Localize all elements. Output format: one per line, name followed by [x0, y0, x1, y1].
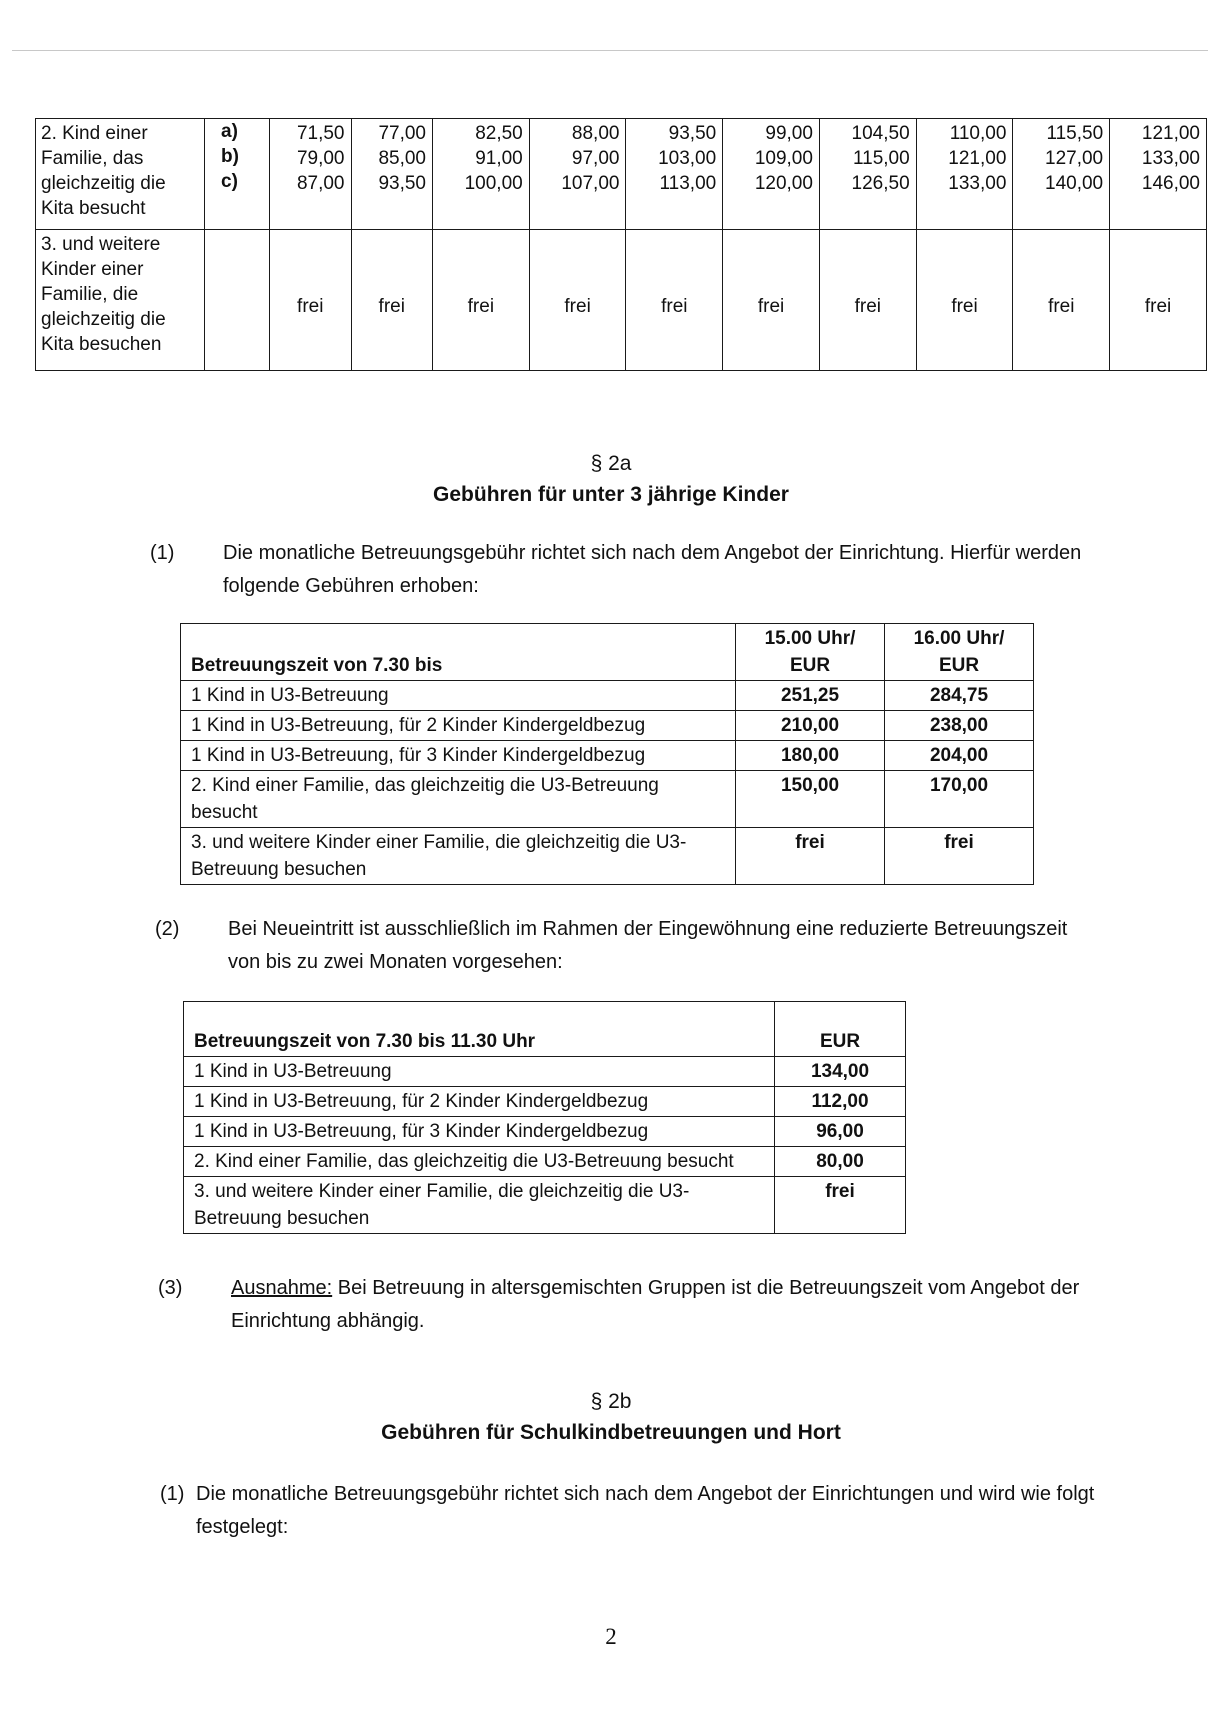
- fee-cell: 150,00: [736, 771, 885, 828]
- page-top-rule: [12, 50, 1208, 51]
- fee-cell: frei: [775, 1177, 906, 1234]
- row-label: 3. und weitere Kinder einer Familie, die gleichzeitig die Kita besuchen: [36, 230, 205, 371]
- table-row: [184, 1087, 906, 1117]
- section-2a-item-1: [150, 537, 1095, 607]
- table-row: [181, 711, 1034, 741]
- section-2a-item-3: [158, 1272, 1103, 1342]
- table-row: [181, 828, 1034, 885]
- fee-cell: 115,50 127,00 140,00: [1013, 119, 1110, 230]
- table-row: [181, 771, 1034, 828]
- fee-cell: 210,00: [736, 711, 885, 741]
- section-2a-item-2: [155, 913, 1095, 983]
- row-label: 1 Kind in U3-Betreuung, für 3 Kinder Kindergeldbezug: [184, 1117, 775, 1147]
- column-header: EUR: [775, 1002, 906, 1057]
- fee-cell: 121,00 133,00 146,00: [1110, 119, 1207, 230]
- row-label: 2. Kind einer Familie, das gleichzeitig die U3-Betreuung besucht: [184, 1147, 775, 1177]
- fee-cell: frei: [529, 230, 626, 371]
- item-text: Die monatliche Betreuungsgebühr richtet sich nach dem Angebot der Einrichtungen und wird wie folgt festgelegt:: [196, 1483, 1095, 1538]
- table-row: [36, 230, 1207, 371]
- table-row: [184, 1177, 906, 1234]
- item-number: (2): [155, 918, 180, 940]
- section-title: Gebühren für unter 3 jährige Kinder: [433, 483, 789, 506]
- item-number: (1): [160, 1483, 185, 1505]
- item-text: Bei Neueintritt ist ausschließlich im Rahmen der Eingewöhnung eine reduzierte Betreuungszeit von bis zu zwei Monaten vorgesehen:: [228, 918, 1068, 973]
- fee-cell: 284,75: [885, 681, 1034, 711]
- u3-settling-in-fee-table: [183, 1001, 906, 1234]
- table-header-row: [184, 1002, 906, 1057]
- fee-cell: frei: [916, 230, 1013, 371]
- header-label: Betreuungszeit von 7.30 bis: [181, 624, 736, 681]
- fee-cell: 204,00: [885, 741, 1034, 771]
- row-label: 3. und weitere Kinder einer Familie, die gleichzeitig die U3-Betreuung besuchen: [181, 828, 736, 885]
- fee-cell: frei: [1110, 230, 1207, 371]
- row-label: 1 Kind in U3-Betreuung: [184, 1057, 775, 1087]
- fee-cell: frei: [270, 230, 352, 371]
- fee-cell: 134,00: [775, 1057, 906, 1087]
- row-keys-empty: [205, 230, 270, 371]
- section-2b-heading: [0, 1386, 1222, 1448]
- item-number: (1): [150, 542, 175, 564]
- fee-cell: 71,50 79,00 87,00: [270, 119, 352, 230]
- fee-cell: frei: [626, 230, 723, 371]
- fee-cell: frei: [1013, 230, 1110, 371]
- exception-text: Bei Betreuung in altersgemischten Gruppen ist die Betreuungszeit vom Angebot der Einrichtung abhängig.: [231, 1277, 1080, 1332]
- row-keys: a) b) c): [205, 119, 270, 230]
- kita-fee-table-continued: [35, 118, 1207, 371]
- fee-cell: 238,00: [885, 711, 1034, 741]
- section-title: Gebühren für Schulkindbetreuungen und Hort: [381, 1421, 841, 1444]
- fee-cell: 170,00: [885, 771, 1034, 828]
- paragraph-number: § 2b: [590, 1390, 632, 1413]
- fee-cell: 104,50 115,00 126,50: [819, 119, 916, 230]
- fee-cell: 251,25: [736, 681, 885, 711]
- row-label: 1 Kind in U3-Betreuung: [181, 681, 736, 711]
- table-row: [181, 741, 1034, 771]
- row-label: 2. Kind einer Familie, das gleichzeitig die Kita besucht: [36, 119, 205, 230]
- paragraph-number: § 2a: [590, 452, 632, 475]
- fee-cell: 96,00: [775, 1117, 906, 1147]
- fee-cell: 80,00: [775, 1147, 906, 1177]
- item-number: (3): [158, 1277, 183, 1299]
- fee-cell: 110,00 121,00 133,00: [916, 119, 1013, 230]
- u3-fee-table: [180, 623, 1034, 885]
- fee-cell: frei: [819, 230, 916, 371]
- item-text: [231, 1272, 1101, 1338]
- table-row: [181, 681, 1034, 711]
- fee-cell: frei: [736, 828, 885, 885]
- table-row: [184, 1117, 906, 1147]
- fee-cell: frei: [351, 230, 433, 371]
- column-header: 16.00 Uhr/ EUR: [885, 624, 1034, 681]
- column-header: 15.00 Uhr/ EUR: [736, 624, 885, 681]
- page-number: 2: [605, 1624, 617, 1649]
- fee-cell: 99,00 109,00 120,00: [723, 119, 820, 230]
- row-label: 1 Kind in U3-Betreuung, für 2 Kinder Kindergeldbezug: [184, 1087, 775, 1117]
- row-label: 2. Kind einer Familie, das gleichzeitig die U3-Betreuung besucht: [181, 771, 736, 828]
- fee-cell: 82,50 91,00 100,00: [433, 119, 530, 230]
- header-label: Betreuungszeit von 7.30 bis 11.30 Uhr: [184, 1002, 775, 1057]
- fee-cell: 77,00 85,00 93,50: [351, 119, 433, 230]
- row-label: 1 Kind in U3-Betreuung, für 2 Kinder Kindergeldbezug: [181, 711, 736, 741]
- fee-cell: 93,50 103,00 113,00: [626, 119, 723, 230]
- fee-cell: frei: [723, 230, 820, 371]
- section-2b-item-1: [160, 1478, 1100, 1548]
- table-row: [184, 1057, 906, 1087]
- fee-cell: 112,00: [775, 1087, 906, 1117]
- fee-cell: frei: [433, 230, 530, 371]
- table-row: [184, 1147, 906, 1177]
- exception-label: Ausnahme:: [231, 1277, 333, 1299]
- row-label: 1 Kind in U3-Betreuung, für 3 Kinder Kindergeldbezug: [181, 741, 736, 771]
- fee-cell: frei: [885, 828, 1034, 885]
- section-2a-heading: [0, 448, 1222, 510]
- table-header-row: [181, 624, 1034, 681]
- table-row: [36, 119, 1207, 230]
- fee-cell: 180,00: [736, 741, 885, 771]
- row-label: 3. und weitere Kinder einer Familie, die gleichzeitig die U3-Betreuung besuchen: [184, 1177, 775, 1234]
- fee-cell: 88,00 97,00 107,00: [529, 119, 626, 230]
- item-text: Die monatliche Betreuungsgebühr richtet sich nach dem Angebot der Einrichtung. Hierfür werden folgende Gebühren erhoben:: [223, 542, 1082, 597]
